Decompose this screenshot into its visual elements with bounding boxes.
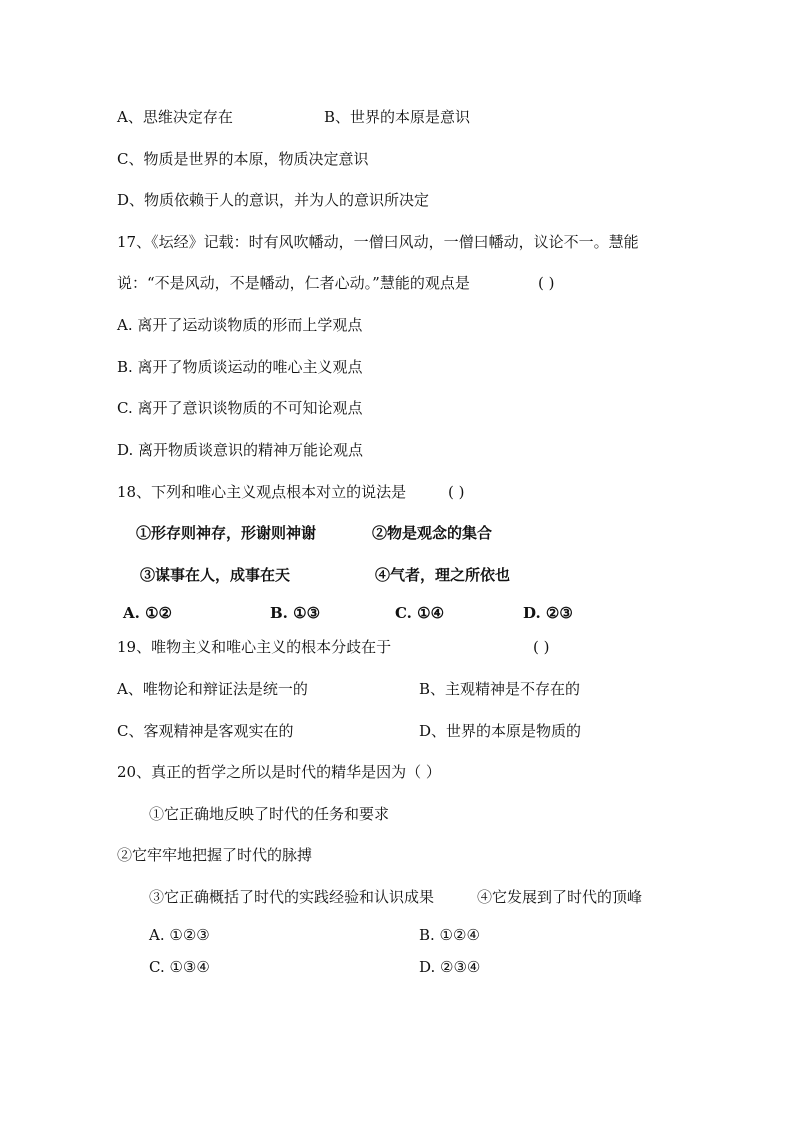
q16-option-c: C、物质是世界的本原，物质决定意识	[117, 150, 369, 168]
q17-option-c: C. 离开了意识谈物质的不可知论观点	[117, 399, 363, 417]
q19-answer-paren: ( )	[533, 638, 550, 656]
q18-option-b: B. ①③	[270, 604, 321, 622]
q18-option-a: A. ①②	[123, 604, 172, 622]
q17-answer-paren: ( )	[538, 274, 555, 292]
q18-item-4: ④气者，理之所依也	[375, 566, 511, 584]
q19-option-c: C、客观精神是客观实在的	[117, 722, 294, 740]
q19-stem: 19、唯物主义和唯心主义的根本分歧在于	[117, 638, 392, 656]
q18-answer-paren: ( )	[448, 483, 465, 501]
q20-item-3: ③它正确概括了时代的实践经验和认识成果	[149, 888, 435, 906]
q18-item-1: ①形存则神存，形谢则神谢	[136, 524, 317, 542]
q17-option-d: D. 离开物质谈意识的精神万能论观点	[117, 441, 364, 459]
q20-item-2: ②它牢牢地把握了时代的脉搏	[117, 846, 313, 864]
q20-option-d: D. ②③④	[419, 958, 481, 976]
q19-option-b: B、主观精神是不存在的	[419, 680, 581, 698]
q20-item-4: ④它发展到了时代的顶峰	[477, 888, 643, 906]
q18-item-3: ③谋事在人，成事在天	[140, 566, 291, 584]
q18-option-c: C. ①④	[395, 604, 445, 622]
q20-option-b: B. ①②④	[419, 926, 480, 944]
q18-stem: 18、下列和唯心主义观点根本对立的说法是	[117, 483, 407, 501]
q20-option-a: A. ①②③	[149, 926, 210, 944]
q20-option-c: C. ①③④	[149, 958, 210, 976]
q16-option-d: D、物质依赖于人的意识，并为人的意识所决定	[117, 191, 430, 209]
q16-option-b: B、世界的本原是意识	[324, 108, 471, 126]
q20-item-1: ①它正确地反映了时代的任务和要求	[149, 805, 390, 823]
q19-option-a: A、唯物论和辩证法是统一的	[117, 680, 308, 698]
q18-option-d: D. ②③	[523, 604, 573, 622]
q16-option-a: A、思维决定存在	[117, 108, 233, 126]
q17-option-a: A. 离开了运动谈物质的形而上学观点	[117, 316, 363, 334]
q17-stem-line1: 17、《坛经》记载：时有风吹幡动，一僧曰风动，一僧曰幡动，议论不一。慧能	[117, 233, 639, 251]
q19-option-d: D、世界的本原是物质的	[419, 722, 582, 740]
q17-option-b: B. 离开了物质谈运动的唯心主义观点	[117, 358, 363, 376]
q17-stem-line2: 说：“不是风动，不是幡动，仁者心动。”慧能的观点是	[117, 274, 470, 292]
q18-item-2: ②物是观念的集合	[372, 524, 493, 542]
q20-stem: 20、真正的哲学之所以是时代的精华是因为（ ）	[117, 763, 441, 781]
